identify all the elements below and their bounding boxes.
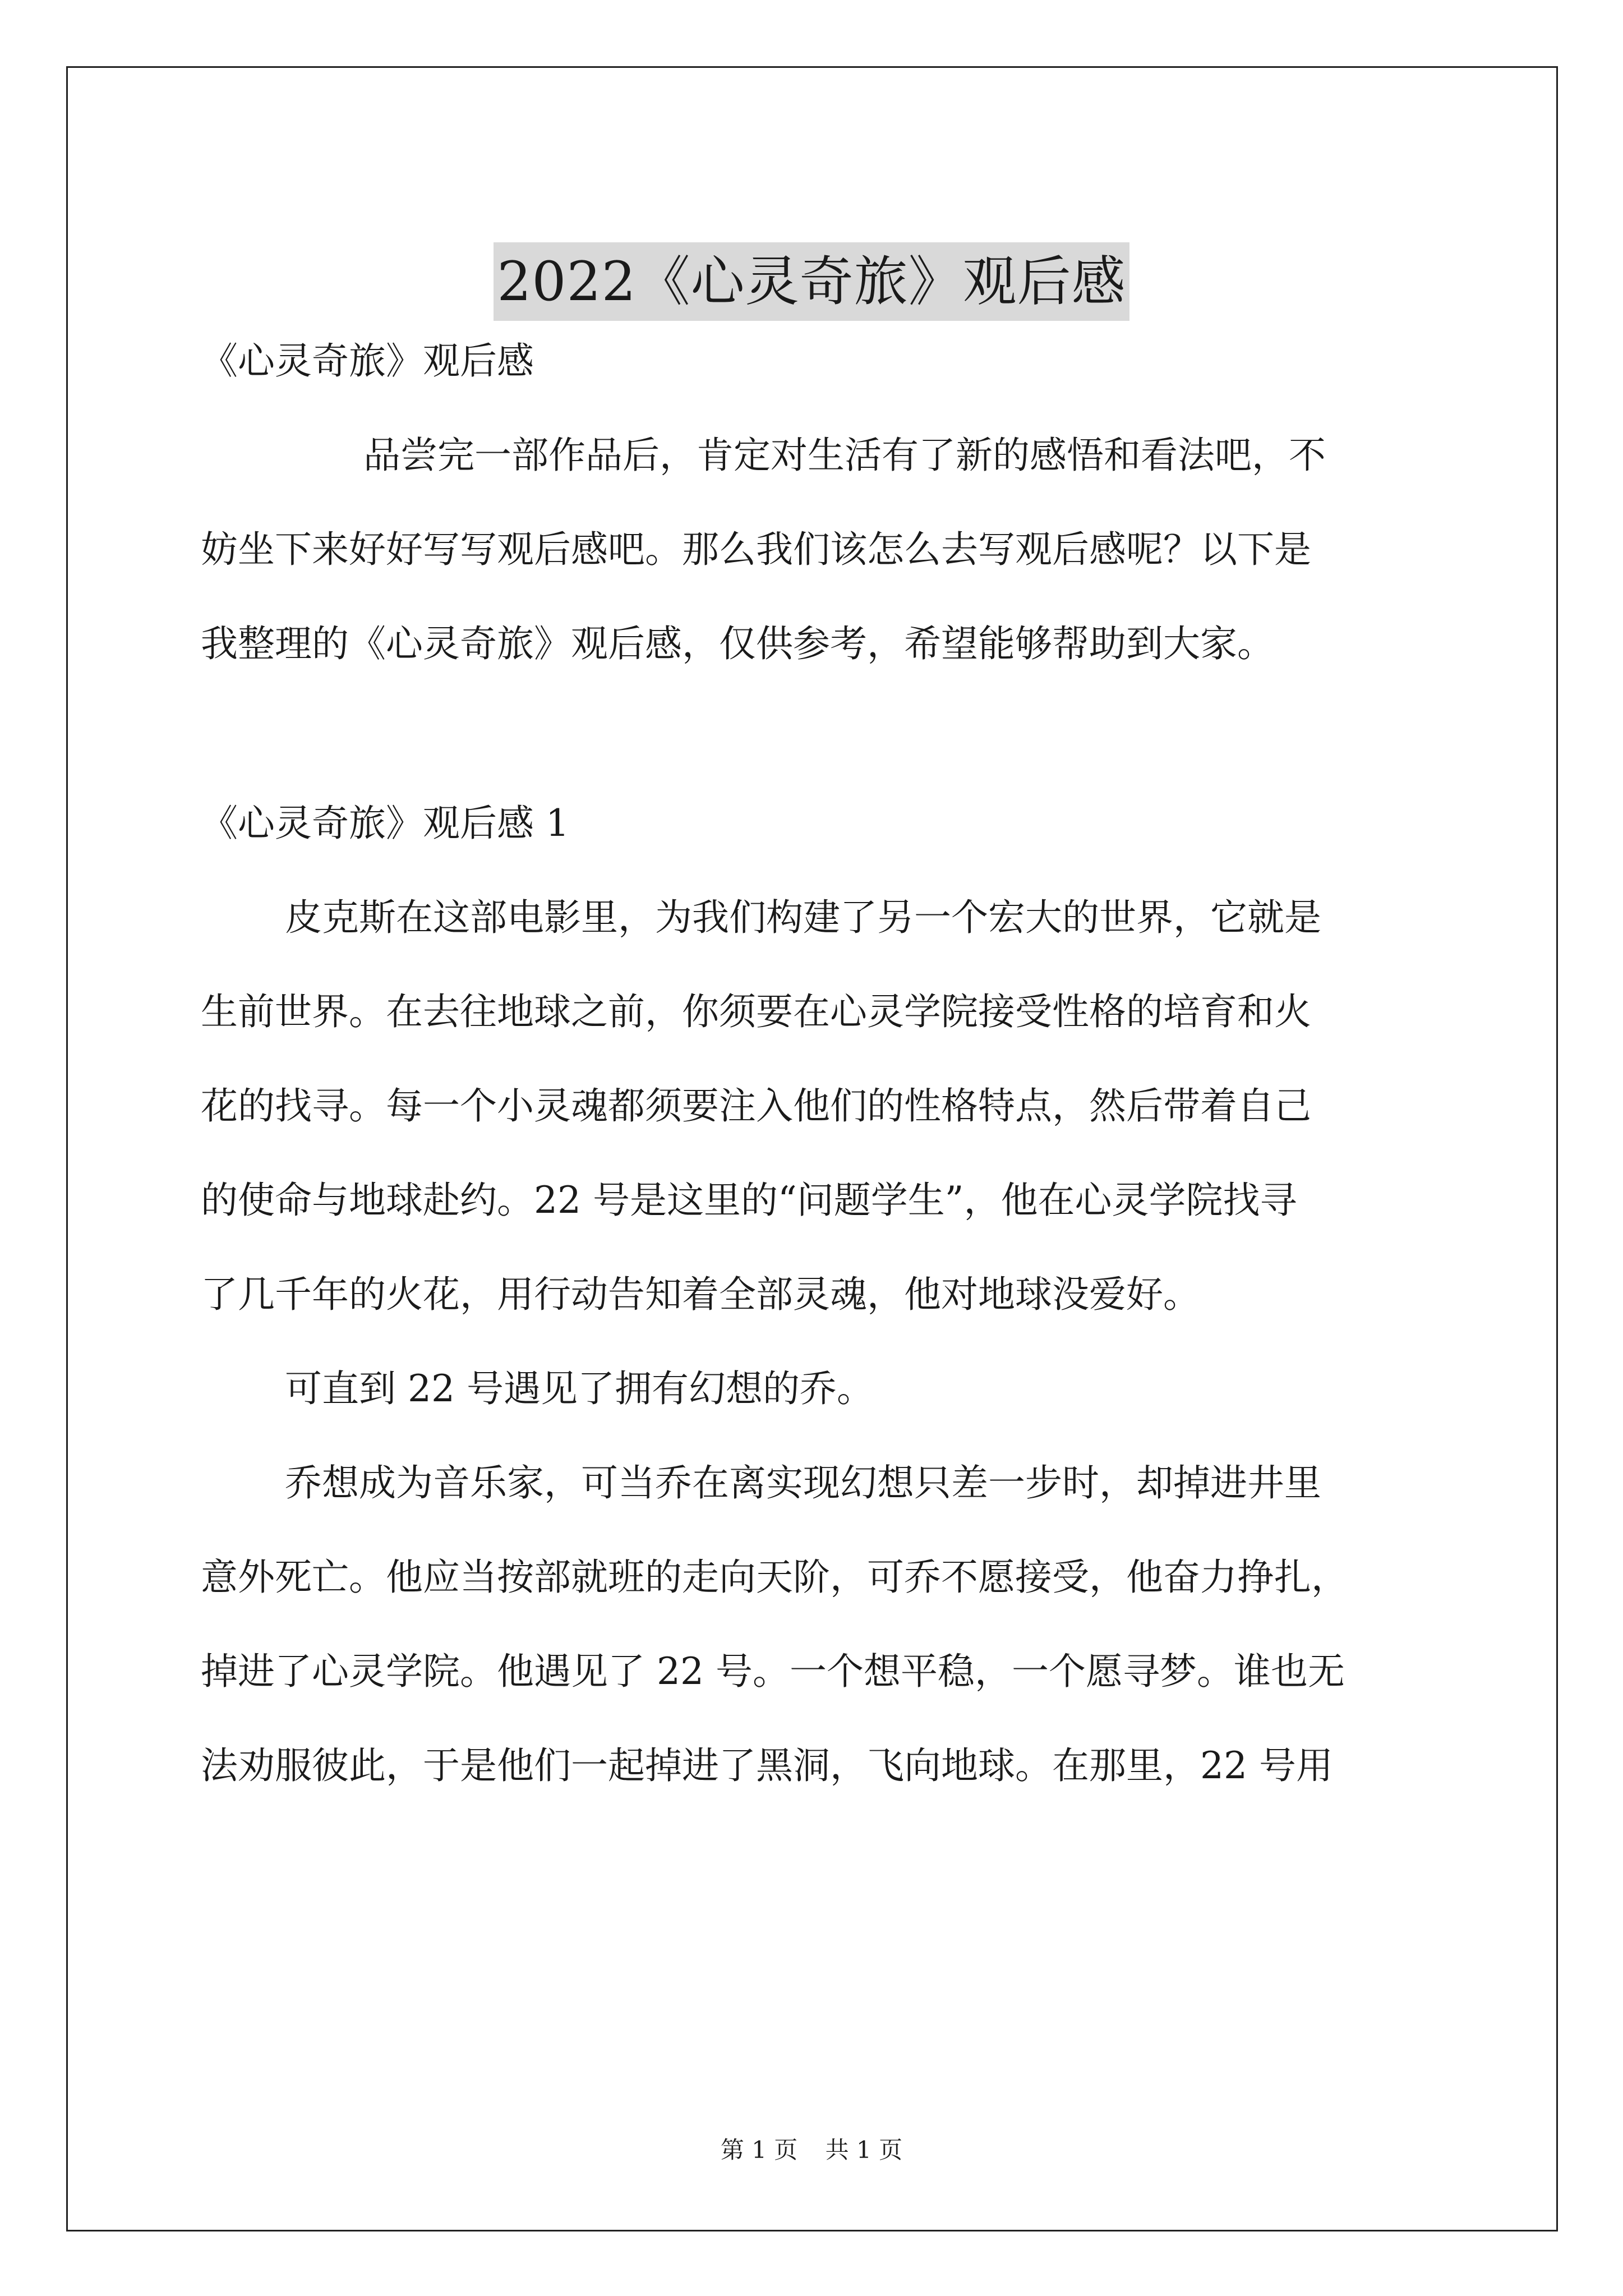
paragraph-line: 意外死亡。他应当按部就班的走向天阶，可乔不愿接受，他奋力挣扎， [201,1556,1348,1599]
paragraph-line: 了几千年的火花，用行动告知着全部灵魂，他对地球没爱好。 [201,1273,1200,1316]
section-heading: 《心灵奇旅》观后感 1 [201,802,569,845]
page-total: 共 1 页 [825,2136,903,2164]
intro-line: 妨坐下来好好写写观后感吧。那么我们该怎么去写观后感呢？以下是 [201,528,1311,571]
paragraph-line: 掉进了心灵学院。他遇见了 22 号。一个想平稳，一个愿寻梦。谁也无 [201,1650,1345,1693]
paragraph-line: 法劝服彼此，于是他们一起掉进了黑洞，飞向地球。在那里，22 号用 [201,1744,1333,1787]
document-body [201,314,1435,1813]
intro-line: 我整理的《心灵奇旅》观后感，仅供参考，希望能够帮助到大家。 [201,622,1274,665]
subtitle: 《心灵奇旅》观后感 [201,339,534,383]
paragraph-line: 生前世界。在去往地球之前，你须要在心灵学院接受性格的培育和火 [201,990,1311,1033]
page-number: 第 1 页 [720,2136,798,2164]
section-gap [201,691,1435,776]
paragraph-line: 花的找寻。每一个小灵魂都须要注入他们的性格特点，然后带着自己 [201,1084,1311,1128]
paragraph-line: 乔想成为音乐家，可当乔在离实现幻想只差一步时，却掉进井里 [285,1461,1321,1504]
paragraph-line: 的使命与地球赴约。22 号是这里的“问题学生”，他在心灵学院找寻 [201,1179,1297,1222]
paragraph-line: 可直到 22 号遇见了拥有幻想的乔。 [285,1367,874,1410]
page-footer [0,2132,1623,2165]
intro-line: 品尝完一部作品后，肯定对生活有了新的感悟和看法吧，不 [363,434,1326,477]
paragraph-line: 皮克斯在这部电影里，为我们构建了另一个宏大的世界，它就是 [285,896,1321,939]
document-title: 2022《心灵奇旅》观后感 [494,242,1129,321]
